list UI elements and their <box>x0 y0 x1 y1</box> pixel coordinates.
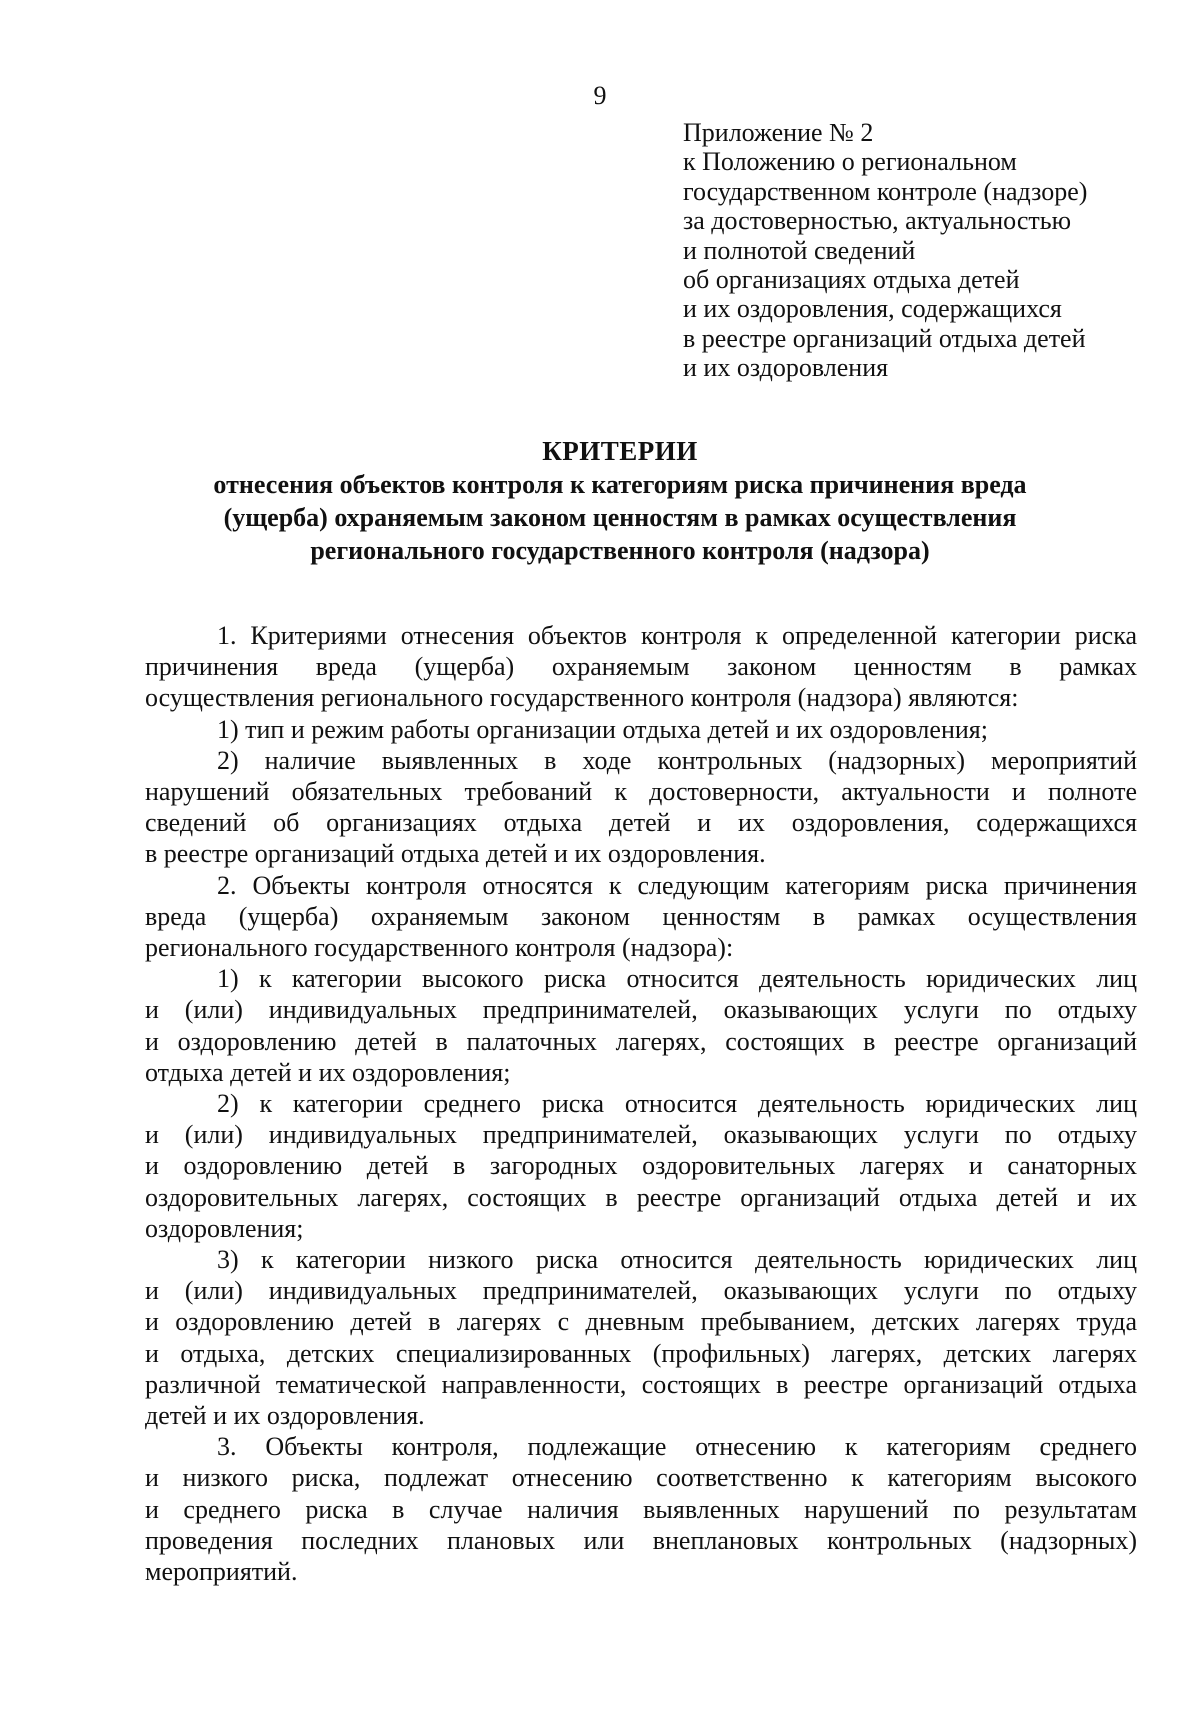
text-line: и отдыха, детских специализированных (профильных) лагерях, детских лагерях <box>145 1338 1137 1368</box>
paragraph-2-low-risk <box>145 1244 1137 1431</box>
text-line: причинения вреда (ущерба) охраняемым законом ценностям в рамках <box>145 652 1137 682</box>
text-line: 1) тип и режим работы организации отдыха детей и их оздоровления; <box>217 714 988 744</box>
appendix-reference-block <box>683 118 1183 383</box>
text-line: 3. Объекты контроля, подлежащие отнесению к категориям среднего <box>217 1432 1137 1462</box>
text-line: регионального государственного контроля (надзора): <box>145 933 734 963</box>
text-line: 3) к категории низкого риска относится деятельность юридических лиц <box>217 1245 1137 1275</box>
text-line: и низкого риска, подлежат отнесению соответственно к категориям высокого <box>145 1463 1137 1493</box>
paragraph-2-medium-risk <box>145 1088 1137 1244</box>
paragraph-3-reassignment <box>145 1431 1137 1587</box>
heading-subtitle-line: регионального государственного контроля (надзора) <box>310 536 930 565</box>
text-line: оздоровительных лагерях, состоящих в реестре организаций отдыха детей и их <box>145 1182 1137 1212</box>
text-line: сведений об организациях отдыха детей и их оздоровления, содержащихся <box>145 808 1137 838</box>
text-line: в реестре организаций отдыха детей и их оздоровления. <box>145 839 766 869</box>
heading-subtitle <box>140 468 1100 567</box>
text-line: и оздоровлению детей в загородных оздоровительных лагерях и санаторных <box>145 1151 1137 1181</box>
document-body <box>145 620 1137 1587</box>
heading-subtitle-line: отнесения объектов контроля к категориям риска причинения вреда <box>213 470 1027 499</box>
text-line: проведения последних плановых или внеплановых контрольных (надзорных) <box>145 1525 1137 1555</box>
text-line: мероприятий. <box>145 1557 298 1587</box>
text-line: и (или) индивидуальных предпринимателей, оказывающих услуги по отдыху <box>145 1276 1137 1306</box>
appendix-line: и их оздоровления, содержащихся <box>683 294 1062 324</box>
appendix-line: в реестре организаций отдыха детей <box>683 323 1086 353</box>
text-line: оздоровления; <box>145 1213 304 1243</box>
text-line: осуществления регионального государственного контроля (надзора) являются: <box>145 683 1019 713</box>
heading-title: КРИТЕРИИ <box>542 436 698 466</box>
paragraph-1-item-2 <box>145 745 1137 870</box>
heading-subtitle-line: (ущерба) охраняемым законом ценностям в рамках осуществления <box>223 503 1017 532</box>
appendix-line: Приложение № 2 <box>683 118 874 147</box>
appendix-line: и полнотой сведений <box>683 235 916 265</box>
text-line: и (или) индивидуальных предпринимателей, оказывающих услуги по отдыху <box>145 1120 1137 1150</box>
appendix-line: к Положению о региональном <box>683 147 1017 177</box>
text-line: 1. Критериями отнесения объектов контроля к определенной категории риска <box>217 621 1137 650</box>
text-line: различной тематической направленности, состоящих в реестре организаций отдыха <box>145 1369 1137 1399</box>
document-heading <box>140 434 1100 567</box>
appendix-line: государственном контроле (надзоре) <box>683 176 1088 206</box>
appendix-line: и их оздоровления <box>683 353 889 383</box>
text-line: и оздоровлению детей в палаточных лагерях, состоящих в реестре организаций <box>145 1026 1137 1056</box>
text-line: 2) к категории среднего риска относится деятельность юридических лиц <box>217 1089 1137 1119</box>
appendix-line: за достоверностью, актуальностью <box>683 206 1072 236</box>
paragraph-2-categories <box>145 870 1137 964</box>
text-line: и (или) индивидуальных предпринимателей, оказывающих услуги по отдыху <box>145 995 1137 1025</box>
paragraph-2-high-risk <box>145 963 1137 1088</box>
paragraph-1-criteria <box>145 620 1137 714</box>
text-line: детей и их оздоровления. <box>145 1401 425 1431</box>
text-line: и оздоровлению детей в лагерях с дневным пребыванием, детских лагерях труда <box>145 1307 1137 1337</box>
appendix-line: об организациях отдыха детей <box>683 265 1020 295</box>
text-line: 2) наличие выявленных в ходе контрольных (надзорных) мероприятий <box>217 745 1137 775</box>
text-line: отдыха детей и их оздоровления; <box>145 1057 511 1087</box>
text-line: нарушений обязательных требований к достоверности, актуальности и полноте <box>145 777 1137 807</box>
text-line: 1) к категории высокого риска относится деятельность юридических лиц <box>217 964 1137 994</box>
text-line: вреда (ущерба) охраняемым законом ценностям в рамках осуществления <box>145 901 1137 931</box>
text-line: 2. Объекты контроля относятся к следующим категориям риска причинения <box>217 870 1137 900</box>
page-number: 9 <box>593 81 607 110</box>
paragraph-1-item-1 <box>145 714 1137 745</box>
text-line: и среднего риска в случае наличия выявленных нарушений по результатам <box>145 1494 1137 1524</box>
